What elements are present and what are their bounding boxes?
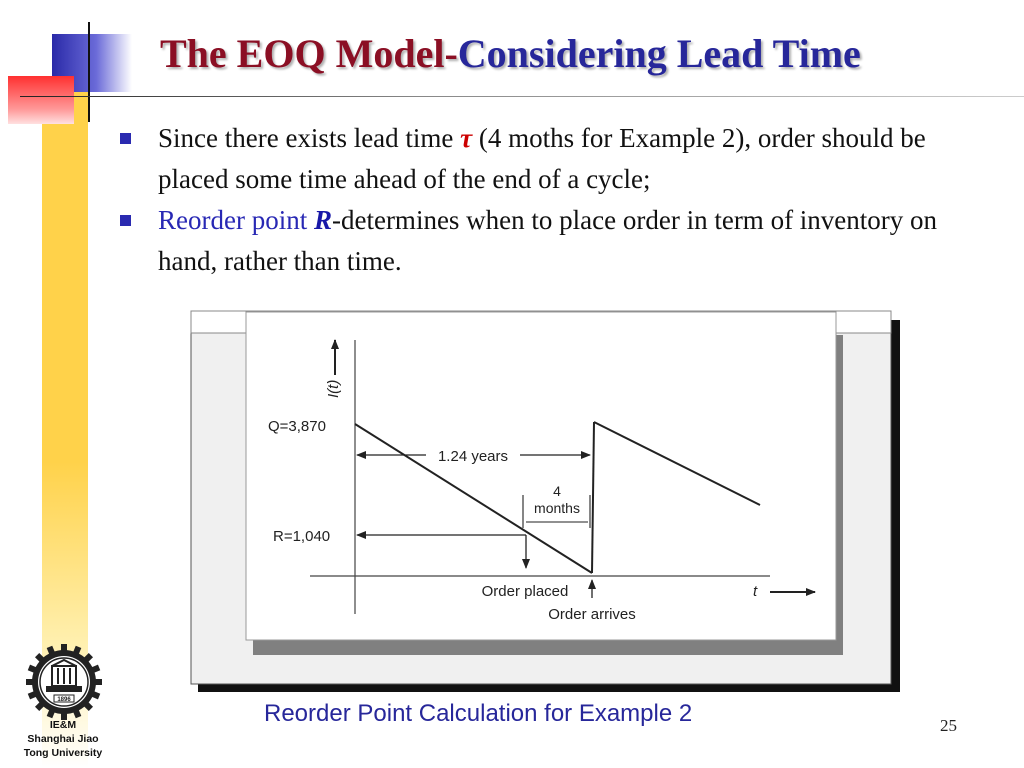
r-symbol: R <box>313 205 332 235</box>
bullet-text: -determines when to place order in term of inventory on hand, rather than time. <box>158 205 938 276</box>
y-axis-label: I(t) <box>325 379 342 398</box>
bullet-item-reorder-point <box>120 200 1000 282</box>
decorative-red-block <box>8 76 74 124</box>
university-seal-icon <box>24 642 104 722</box>
x-axis-label: t <box>753 583 758 600</box>
org-line-2: Shanghai Jiao <box>27 733 99 745</box>
order-arrives-label: Order arrives <box>548 606 636 623</box>
org-line-1: IE&M <box>49 719 77 731</box>
figure-caption: Reorder Point Calculation for Example 2 <box>264 700 693 727</box>
cycle-length-label: 1.24 years <box>437 448 509 465</box>
tau-symbol: τ <box>460 123 473 153</box>
bullet-list <box>120 118 1000 282</box>
title-part-red: The EOQ Model- <box>160 31 458 76</box>
bullet-text: Since there exists lead time <box>158 123 461 153</box>
r-label: R=1,040 <box>273 528 331 545</box>
bullet-square-icon <box>120 133 131 144</box>
bullet-text: (4 moths for Example 2), order should be placed some time ahead of the end of a cycle; <box>158 123 926 194</box>
org-name <box>6 718 120 760</box>
org-line-3: Tong University <box>23 747 103 759</box>
page-number: 25 <box>940 716 957 735</box>
logo-year-text: 1896 <box>57 697 71 703</box>
lead-time-unit: months <box>534 500 580 516</box>
slide-title <box>160 30 861 78</box>
q-label: Q=3,870 <box>268 418 326 435</box>
bullet-item-lead-time <box>120 118 1000 200</box>
bullet-square-icon <box>120 215 131 226</box>
bullet-term: Reorder point <box>158 205 314 235</box>
decorative-vertical-line <box>88 22 90 122</box>
lead-time-value: 4 <box>553 483 561 499</box>
reorder-point-diagram <box>190 310 902 695</box>
title-underline <box>20 96 1024 97</box>
title-part-blue: Considering Lead Time <box>457 31 861 76</box>
order-placed-label: Order placed <box>481 583 569 600</box>
